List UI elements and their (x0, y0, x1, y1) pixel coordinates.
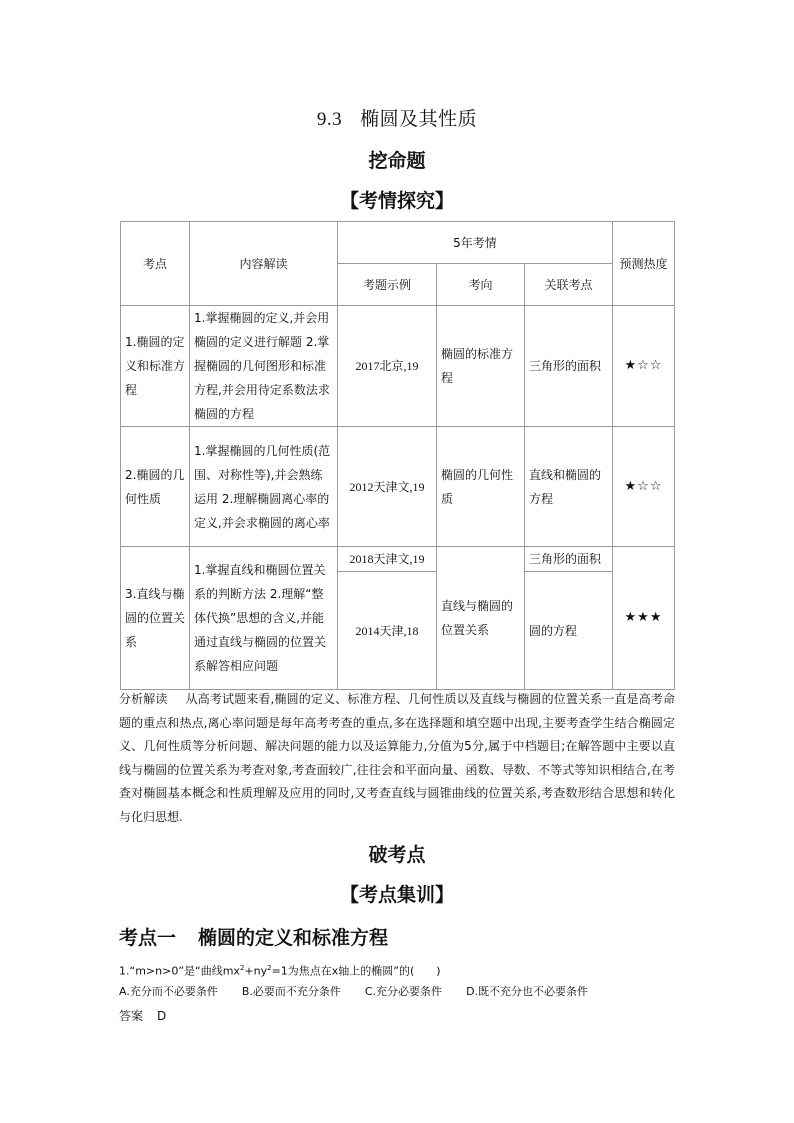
kaodian-title: 椭圆的定义和标准方程 (198, 927, 389, 949)
header-shili: 考题示例 (338, 264, 437, 306)
exam-analysis-table (120, 221, 675, 690)
table-row (121, 547, 675, 572)
cell-guanlian: 三角形的面积 (525, 306, 613, 427)
cell-neirong: 1.掌握椭圆的几何性质(范围、对称性等),并会熟练运用 2.理解椭圆离心率的定义,并会求椭圆的离心率 (190, 427, 338, 547)
option-b: B.必要而不充分条件 (241, 985, 341, 998)
cell-neirong: 1.掌握直线和椭圆位置关系的判断方法 2.理解“整体代换”思想的含义,并能通过直线与椭圆的位置关系解答相应问题 (190, 547, 338, 690)
analysis-text: 从高考试题来看,椭圆的定义、标准方程、几何性质以及直线与椭圆的位置关系一直是高考命题的重点和热点,离心率问题是每年高考考查的重点,多在选择题和填空题中出现,主要考查学生结合椭圆定义、几何性质等分析问题、解决问题的能力以及运算能力,分值为5分,属于中档题目;在解答题中主要以直线与椭圆的位置关系为考查对象,考查面较广,往往会和平面向量、函数、导数、不等式等知识相结合,在考查对椭圆基本概念和性质理解及应用的同时,又考查直线与圆锥曲线的位置关系,考查数形结合思想和转化与化归思想. (119, 692, 675, 824)
section-bracket-heading: 【考点集训】 (339, 884, 454, 906)
cell-kaoxiang: 椭圆的标准方程 (437, 306, 525, 427)
analysis-label: 分析解读 (119, 692, 168, 706)
question-text-1: 1.“m>n>0”是“曲线mx (119, 964, 240, 978)
answer-value: D (157, 1009, 167, 1023)
header-kaodian: 考点 (121, 222, 190, 306)
cell-shili: 2014天津,18 (338, 572, 437, 690)
cell-shili: 2012天津文,19 (338, 427, 437, 547)
section-title: 椭圆及其性质 (360, 108, 478, 130)
superscript: 2 (239, 964, 245, 972)
page-title (0, 104, 794, 131)
section-number: 9.3 (316, 109, 343, 130)
cell-kaodian: 1.椭圆的定义和标准方程 (121, 306, 190, 427)
superscript: 2 (267, 964, 272, 972)
analysis-paragraph (119, 688, 675, 830)
cell-kaoxiang: 椭圆的几何性质 (437, 427, 525, 547)
answer-label: 答案 (119, 1009, 144, 1023)
answer-line (119, 1008, 166, 1024)
cell-neirong: 1.掌握椭圆的定义,并会用椭圆的定义进行解题 2.掌握椭圆的几何图形和标准方程,并会用待定系数法求椭圆的方程 (190, 306, 338, 427)
cell-guanlian: 三角形的面积 (525, 547, 613, 572)
option-a: A.充分而不必要条件 (119, 985, 218, 998)
header-five-year: 5年考情 (338, 222, 613, 264)
table-row (121, 427, 675, 547)
kaodian-heading (119, 923, 388, 950)
cell-stars: ★★★ (613, 547, 675, 690)
cell-guanlian: 直线和椭圆的方程 (525, 427, 613, 547)
cell-kaodian: 3.直线与椭圆的位置关系 (121, 547, 190, 690)
section-heading: 破考点 (368, 844, 426, 866)
option-d: D.既不充分也不必要条件 (466, 985, 589, 998)
question-text-3: =1为焦点在x轴上的椭圆”的( ) (271, 964, 441, 978)
question-text-2: +ny (244, 964, 268, 978)
kaodian-number: 考点一 (119, 927, 177, 949)
cell-stars: ★☆☆ (613, 306, 675, 427)
option-c: C.充分必要条件 (364, 985, 443, 998)
header-kaoxiang: 考向 (437, 264, 525, 306)
cell-kaoxiang: 直线与椭圆的位置关系 (437, 547, 525, 690)
header-guanlian: 关联考点 (525, 264, 613, 306)
cell-shili: 2017北京,19 (338, 306, 437, 427)
header-yuce: 预测热度 (613, 222, 675, 306)
cell-shili: 2018天津文,19 (338, 547, 437, 572)
bracket-heading: 【考情探究】 (339, 190, 454, 212)
question-1 (119, 960, 441, 980)
table-row (121, 306, 675, 427)
question-options (119, 984, 612, 1000)
cell-stars: ★☆☆ (613, 427, 675, 547)
cell-kaodian: 2.椭圆的几何性质 (121, 427, 190, 547)
subtitle: 挖命题 (368, 150, 426, 172)
header-neirong: 内容解读 (190, 222, 338, 306)
cell-guanlian: 圆的方程 (525, 572, 613, 690)
